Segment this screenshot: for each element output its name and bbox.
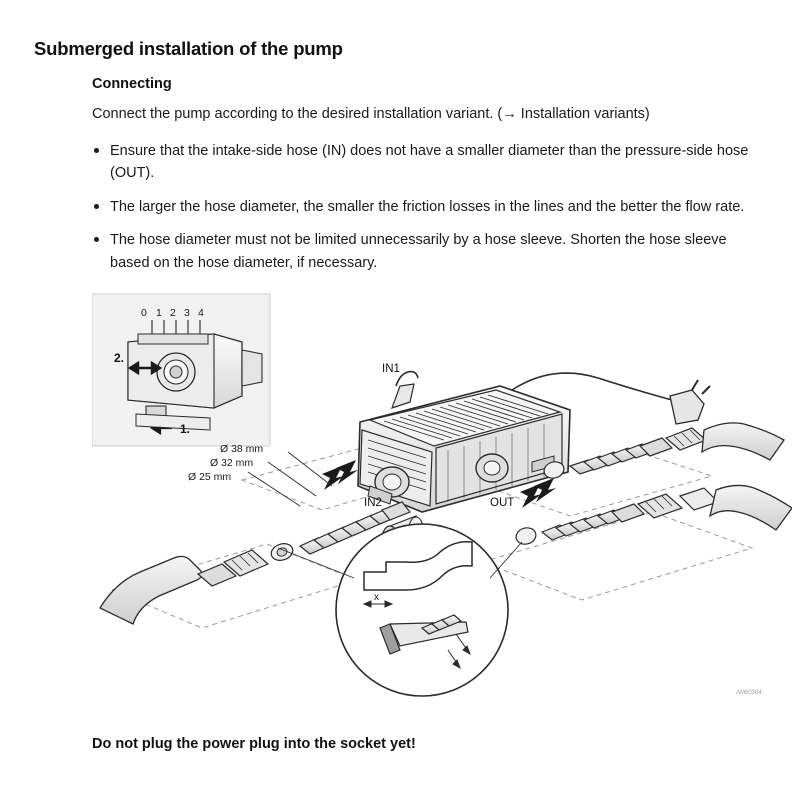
figure-drawing (92, 290, 792, 710)
step-label-2: 2. (114, 351, 125, 366)
step-label-1: 1. (180, 422, 191, 437)
scale-label-3: 3 (184, 307, 190, 320)
instruction-list (92, 140, 766, 274)
footer-warning: Do not plug the power plug into the socket yet! (92, 736, 416, 752)
diameter-label-25: Ø 25 mm (188, 471, 232, 484)
intro-paragraph: Connect the pump according to the desired installation variant. (→ Installation variants) (92, 106, 650, 122)
label-out: OUT (490, 497, 515, 510)
label-in2: IN2 (364, 497, 382, 510)
page-title: Submerged installation of the pump (34, 38, 343, 59)
scale-label-0: 0 (141, 307, 147, 320)
label-in1: IN1 (382, 363, 400, 376)
scale-label-4: 4 (198, 307, 204, 320)
scale-label-1: 1 (156, 307, 162, 320)
diameter-label-32: Ø 32 mm (210, 457, 254, 470)
scale-label-2: 2 (170, 307, 176, 320)
diameter-label-38: Ø 38 mm (220, 443, 264, 456)
hose-assembly-right-lower (514, 486, 792, 547)
hose-assembly-right-upper (542, 423, 784, 481)
figure-code: AM60384 (736, 690, 762, 697)
list-item: The hose diameter must not be limited unnecessarily by a hose sleeve. Shorten the hose sleeve based on the hose diameter, if necessary. (92, 229, 766, 274)
diameter-leaders (248, 452, 332, 506)
installation-figure (92, 290, 792, 710)
list-item: The larger the hose diameter, the smaller the friction losses in the lines and the better the flow rate. (92, 196, 766, 218)
list-item: Ensure that the intake-side hose (IN) does not have a smaller diameter than the pressure-side hose (OUT). (92, 140, 766, 185)
dimension-label-x: x (374, 592, 379, 604)
subsection-title: Connecting (92, 76, 172, 92)
content-block (92, 76, 766, 274)
